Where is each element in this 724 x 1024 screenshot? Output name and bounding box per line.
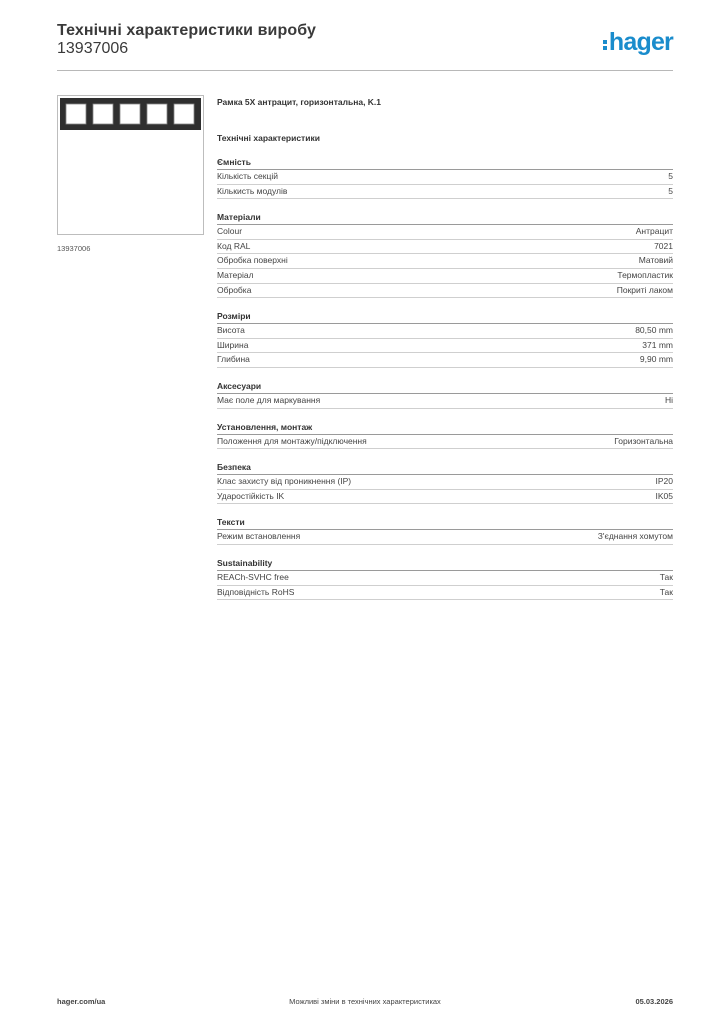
spec-row <box>217 185 673 200</box>
frame-5x-horizontal-icon <box>58 96 203 234</box>
spec-label: Кількість секцій <box>217 171 278 181</box>
image-caption: 13937006 <box>57 244 91 253</box>
spec-row <box>217 571 673 586</box>
spec-row <box>217 240 673 255</box>
spec-section <box>217 156 673 199</box>
spec-row <box>217 490 673 505</box>
spec-value: 80,50 mm <box>635 325 673 336</box>
section-title: Ємність <box>217 156 673 170</box>
logo-dots-icon <box>603 40 607 50</box>
spec-value: Ні <box>664 394 673 405</box>
spec-value: 5 <box>668 171 673 181</box>
spec-value: Так <box>659 586 673 597</box>
spec-row <box>217 475 673 490</box>
spec-section <box>217 310 673 368</box>
spec-row <box>217 254 673 269</box>
spec-row <box>217 170 673 185</box>
hager-logo <box>603 28 673 56</box>
footer-disclaimer: Можливі зміни в технічних характеристиках <box>289 997 441 1006</box>
spec-label: Клас захисту від проникнення (IP) <box>217 476 352 487</box>
footer-date: 05.03.2026 <box>635 997 673 1006</box>
specs-title: Технічні характеристики <box>217 133 320 143</box>
section-title: Безпека <box>217 461 673 475</box>
spec-value: 371 mm <box>642 339 673 350</box>
footer-website: hager.com/ua <box>57 997 106 1006</box>
spec-label: Colour <box>217 226 243 237</box>
spec-row <box>217 225 673 240</box>
spec-value: Матовий <box>638 255 673 266</box>
spec-section <box>217 211 673 298</box>
spec-sections <box>217 156 673 600</box>
spec-value: 7021 <box>654 240 673 251</box>
spec-value: Горизонтальна <box>614 435 673 446</box>
spec-row <box>217 284 673 299</box>
section-title: Тексти <box>217 516 673 530</box>
specifications <box>217 96 673 600</box>
spec-value: 9,90 mm <box>639 354 673 365</box>
spec-label: Режим встановлення <box>217 531 301 542</box>
spec-label: Кількисть модулів <box>217 185 288 196</box>
product-number: 13937006 <box>57 40 129 57</box>
spec-section <box>217 461 673 504</box>
spec-value: Так <box>659 571 673 582</box>
spec-value: 5 <box>668 185 673 196</box>
spec-value: IK05 <box>655 490 673 501</box>
spec-label: Обробка <box>217 284 252 295</box>
spec-value: IP20 <box>655 476 673 487</box>
document-title: Технічні характеристики виробу <box>57 22 316 39</box>
spec-row <box>217 586 673 601</box>
spec-row <box>217 269 673 284</box>
page-footer <box>57 997 673 1009</box>
spec-row <box>217 530 673 545</box>
spec-label: REACh-SVHC free <box>217 571 289 582</box>
spec-label: Обробка поверхні <box>217 255 288 266</box>
section-title: Sustainability <box>217 557 673 571</box>
logo-text: hager <box>608 28 673 56</box>
spec-row <box>217 435 673 450</box>
spec-label: Висота <box>217 325 245 336</box>
spec-label: Положення для монтажу/підключення <box>217 435 367 446</box>
section-title: Установлення, монтаж <box>217 421 673 435</box>
spec-section <box>217 380 673 409</box>
spec-value: З'єднання хомутом <box>597 531 673 542</box>
product-image <box>57 95 204 235</box>
section-title: Розміри <box>217 310 673 324</box>
product-name: Рамка 5X антрацит, горизонтальна, K.1 <box>217 97 382 107</box>
spec-label: Глибина <box>217 354 250 365</box>
spec-label: Відповідність RoHS <box>217 586 295 597</box>
section-title: Матеріали <box>217 211 673 225</box>
spec-row <box>217 394 673 409</box>
spec-value: Покриті лаком <box>616 284 673 295</box>
spec-label: Ширина <box>217 339 249 350</box>
spec-label: Ударостійкість IK <box>217 490 285 501</box>
spec-label: Код RAL <box>217 240 251 251</box>
spec-row <box>217 339 673 354</box>
page-header <box>57 20 673 71</box>
spec-section <box>217 421 673 450</box>
spec-label: Матеріал <box>217 269 254 280</box>
spec-section <box>217 516 673 545</box>
section-title: Аксесуари <box>217 380 673 394</box>
spec-value: Термопластик <box>617 269 673 280</box>
spec-section <box>217 557 673 600</box>
spec-row <box>217 324 673 339</box>
spec-row <box>217 353 673 368</box>
spec-label: Має поле для маркування <box>217 394 321 405</box>
spec-value: Антрацит <box>635 226 673 237</box>
